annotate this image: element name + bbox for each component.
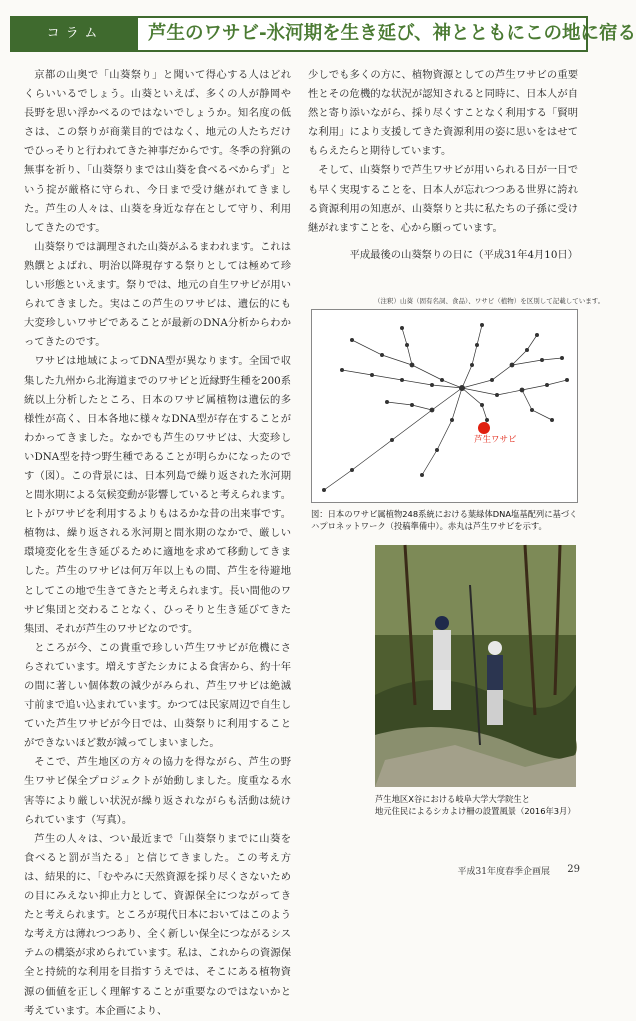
- body-paragraph: そこで、芦生地区の方々の協力を得ながら、芦生の野生ワサビ保全プロジェクトが始動しました。度重なる水害等により厳しい状況が繰り返されながらも活動は続けられています（写真）。: [24, 756, 291, 826]
- column-header: [10, 16, 636, 52]
- signoff-date: 平成最後の山葵祭りの日に（平成31年4月10日）: [349, 248, 578, 261]
- article-title: 芦生のワサビ-氷河期を生き延び、神とともにこの地に宿る: [148, 23, 636, 44]
- ashiu-wasabi-marker: [478, 422, 490, 434]
- body-left-column: [24, 66, 291, 1017]
- photo-caption: [375, 793, 576, 817]
- body-paragraph: 京都の山奥で「山葵祭り」と聞いて得心する人はどれくらいいるでしょう。山葵といえば、多くの人が静岡や長野を思い浮かべるのではないでしょうか。知名度の低さは、この祭りが商業目的ではなく、地元の人たちだけでひっそりと行われてきた神事だからです。冬季の狩猟の無事を祈り、「山葵祭りまでは山葵を食べるべからず」という掟が厳格に守られ、今日まで受け継がれてきました。芦生の人々は、山葵を身近な存在として守り、利用してきたのです。: [24, 69, 291, 234]
- figure-caption: 図：日本のワサビ属植物248系統における葉緑体DNA塩基配列に基づくハプロネットワーク（投稿準備中）。赤丸は芦生ワサビを示す。: [311, 509, 578, 531]
- photo-caption-line: 芦生地区X谷における岐阜大学大学院生と: [375, 794, 531, 804]
- body-paragraph: 芦生の人々は、つい最近まで「山葵祭りまでに山葵を食べると罰が当たる」と信じてきました。この考え方は、結果的に、「むやみに天然資源を採り尽くさないための目にみえない抑止力として、資源保全につながってきたと考えられます。ところが現代日本においてはこのような考え方は薄れつつあり、全く新しい保全につながるシステムの構築が求められています。私は、これからの資源保全と持続的な利用を目指すうえでは、そこにある植物資源の価値を正しく理解することが重要なのではないかと考えています。本企画により、: [24, 832, 291, 1017]
- page-number: 29: [567, 864, 580, 875]
- body-paragraph: ところが今、この貴重で珍しい芦生ワサビが危機にさらされています。増えすぎたシカによる食害から、約十年の間に著しい個体数の減少がみられ、芦生ワサビは絶滅寸前まで追い込まれています。かつては民家周辺で自生していた芦生ワサビが今日では、山葵祭りに利用することができないほど数が減ってしまいました。: [24, 641, 291, 750]
- column-tag: コラム: [12, 18, 138, 50]
- body-paragraph: ワサビは地域によってDNA型が異なります。全国で収集した九州から北海道までのワサビと近縁野生種を200系統以上分析したところ、日本のワサビ属植物は遺伝的多様性が高く、日本各地に様々なDNA型が存在することがわかってきました。なかでも芦生のワサビは、大変珍しいDNA型を持つ野生種であることが明らかになったのです（図）。この背景には、日本列島で繰り返された氷河期と間氷期による気候変動が影響していると考えられます。ヒトがワサビを利用するよりもはるかな昔の出来事です。植物は、繰り返される氷河期と間氷期のなかで、厳しい環境変化を生き延びるために適地を求めて移動してきました。芦生のワサビは何万年以上もの間、芦生を待避地としてこの地で生きてきたと考えられます。長い間他のワサビ集団と交わることなく、ひっそりと生き延びてきた集団、それが芦生のワサビなのです。: [24, 355, 291, 635]
- exhibit-name: 平成31年度春季企画展: [457, 867, 550, 877]
- ashiu-wasabi-label: 芦生ワサビ: [474, 435, 517, 445]
- body-paragraph: 山葵祭りでは調理された山葵がふるまわれます。これは熟饌とよばれ、明治以降現存する祭りとしては極めて珍しい形態といえます。祭りでは、地元の自生ワサビが用いられてきました。実はこの芦生のワサビは、遺伝的にも大変珍しいワサビであることが最新のDNA分析からわかってきたのです。: [24, 240, 291, 349]
- photo-caption-date: （2016年3月）: [516, 806, 576, 816]
- network-diagram: [312, 310, 577, 502]
- body-right-column: [308, 66, 578, 265]
- fence-installation-photo: [375, 545, 576, 787]
- body-paragraph: そして、山葵祭りで芦生ワサビが用いられる日が一日でも早く実現することを、日本人が忘れつつある世界に誇れる資源利用の知恵が、山葵祭りと共に私たちの子孫に受け継がれますことを、心から願っています。: [308, 164, 578, 234]
- haplotype-network-figure: [311, 309, 578, 503]
- body-paragraph: 少しでも多くの方に、植物資源としての芦生ワサビの重要性とその危機的な状況が認知されると同時に、日本人が自然と寄り添いながら、採り尽くすことなく利用する「賢明な利用」により支援してきた資源利用の姿に思いをはせてもらえたらと期待しています。: [308, 69, 578, 158]
- photo-caption-line: 地元住民によるシカよけ柵の設置風景: [375, 806, 517, 816]
- page-footer: [360, 864, 580, 878]
- figure-note: （注釈）山葵（固有名詞、食品）、ワサビ（植物）を区別して記載しています。: [374, 297, 605, 305]
